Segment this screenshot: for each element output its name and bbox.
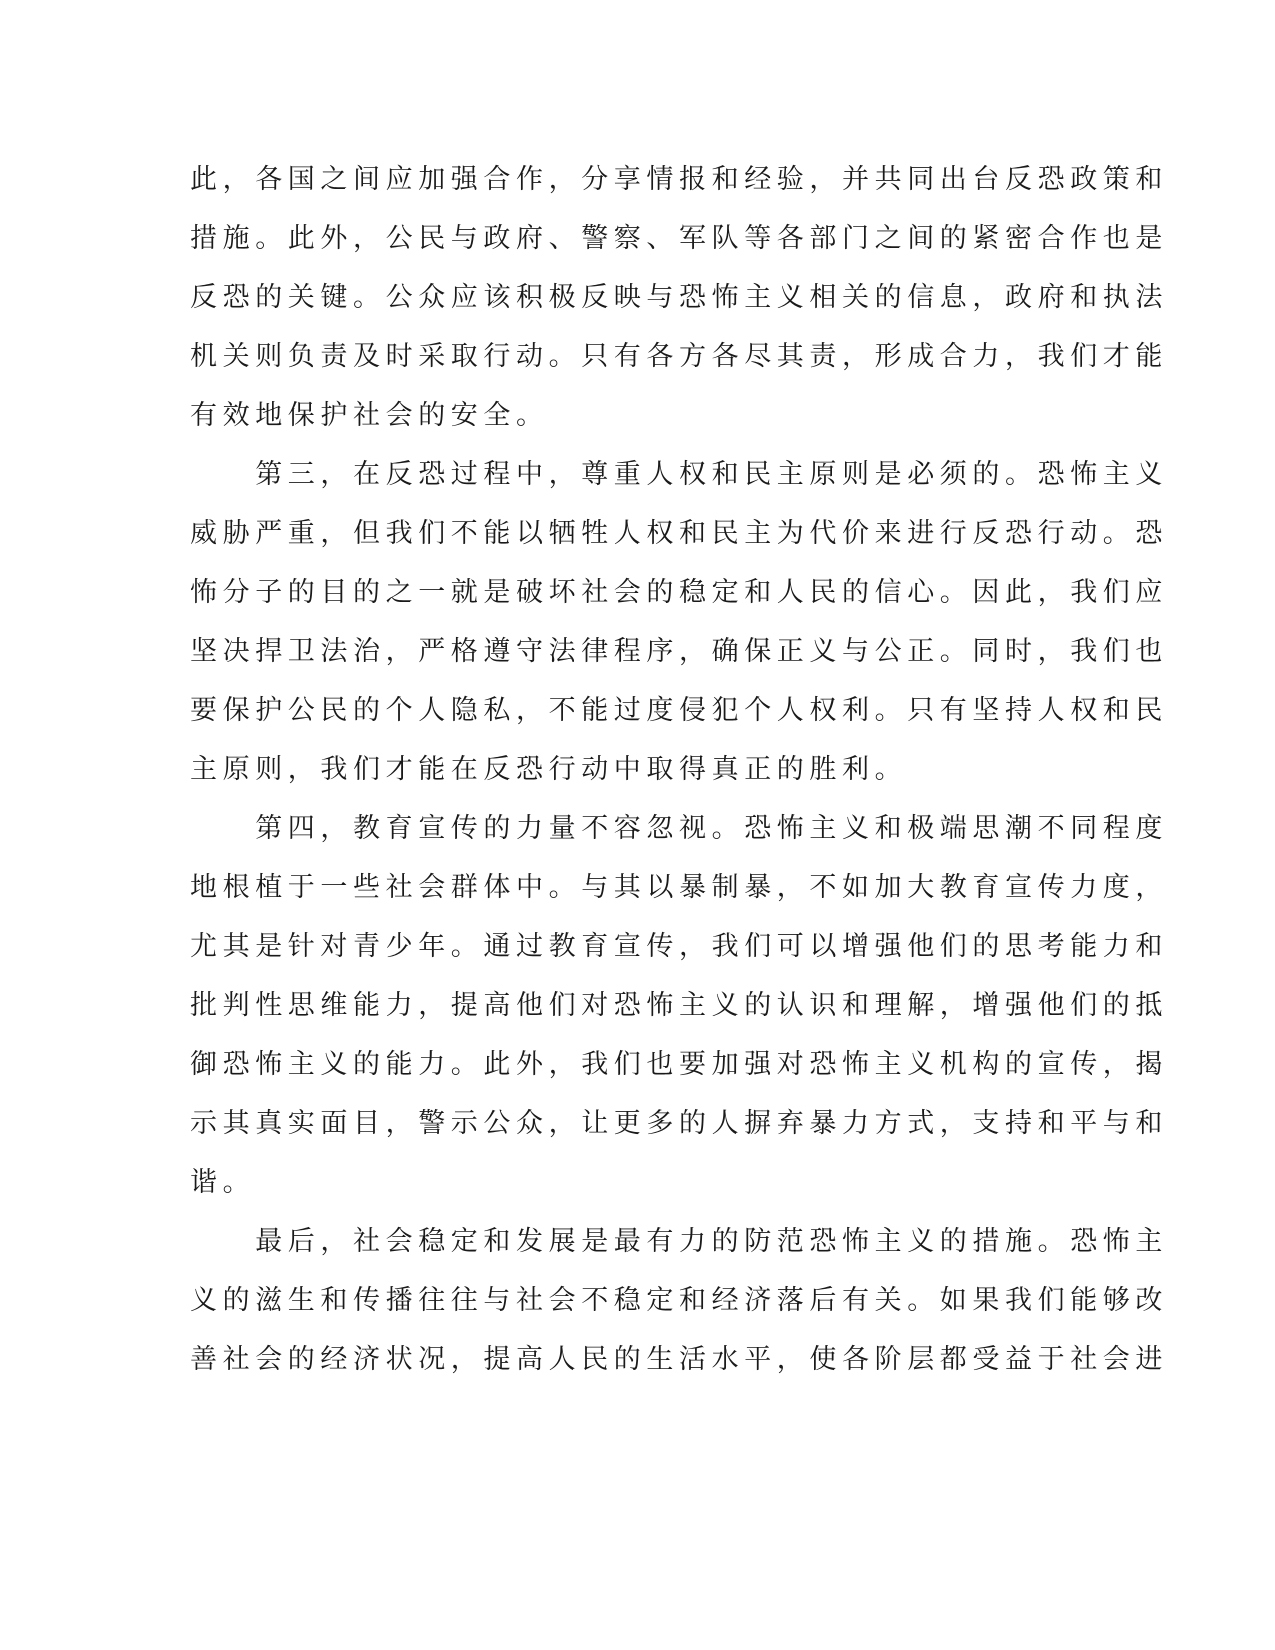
text-line: 地根植于一些社会群体中。与其以暴制暴，不如加大教育宣传力度， bbox=[190, 872, 1168, 903]
text-line: 措施。此外，公民与政府、警察、军队等各部门之间的紧密合作也是 bbox=[190, 223, 1168, 254]
text-line: 机关则负责及时采取行动。只有各方各尽其责，形成合力，我们才能 bbox=[190, 341, 1168, 372]
text-line: 反恐的关键。公众应该积极反映与恐怖主义相关的信息，政府和执法 bbox=[190, 282, 1168, 313]
text-line: 义的滋生和传播往往与社会不稳定和经济落后有关。如果我们能够改 bbox=[190, 1285, 1168, 1316]
text-line: 有效地保护社会的安全。 bbox=[190, 400, 549, 431]
paragraph-first-line: 最后，社会稳定和发展是最有力的防范恐怖主义的措施。恐怖主 bbox=[190, 1226, 1168, 1257]
text-line: 批判性思维能力，提高他们对恐怖主义的认识和理解，增强他们的抵 bbox=[190, 990, 1168, 1021]
text-line: 怖分子的目的之一就是破坏社会的稳定和人民的信心。因此，我们应 bbox=[190, 577, 1168, 608]
text-line: 此，各国之间应加强合作，分享情报和经验，并共同出台反恐政策和 bbox=[190, 164, 1168, 195]
text-line: 尤其是针对青少年。通过教育宣传，我们可以增强他们的思考能力和 bbox=[190, 931, 1168, 962]
paragraph-first-line: 第四，教育宣传的力量不容忽视。恐怖主义和极端思潮不同程度 bbox=[190, 813, 1168, 844]
text-line: 威胁严重，但我们不能以牺牲人权和民主为代价来进行反恐行动。恐 bbox=[190, 518, 1168, 549]
text-line: 御恐怖主义的能力。此外，我们也要加强对恐怖主义机构的宣传，揭 bbox=[190, 1049, 1168, 1080]
text-line: 要保护公民的个人隐私，不能过度侵犯个人权利。只有坚持人权和民 bbox=[190, 695, 1168, 726]
text-line: 主原则，我们才能在反恐行动中取得真正的胜利。 bbox=[190, 754, 908, 785]
text-line: 谐。 bbox=[190, 1167, 256, 1198]
text-line: 坚决捍卫法治，严格遵守法律程序，确保正义与公正。同时，我们也 bbox=[190, 636, 1168, 667]
paragraph-first-line: 第三，在反恐过程中，尊重人权和民主原则是必须的。恐怖主义 bbox=[190, 459, 1168, 490]
text-line: 示其真实面目，警示公众，让更多的人摒弃暴力方式，支持和平与和 bbox=[190, 1108, 1168, 1139]
text-line: 善社会的经济状况，提高人民的生活水平，使各阶层都受益于社会进 bbox=[190, 1344, 1168, 1375]
